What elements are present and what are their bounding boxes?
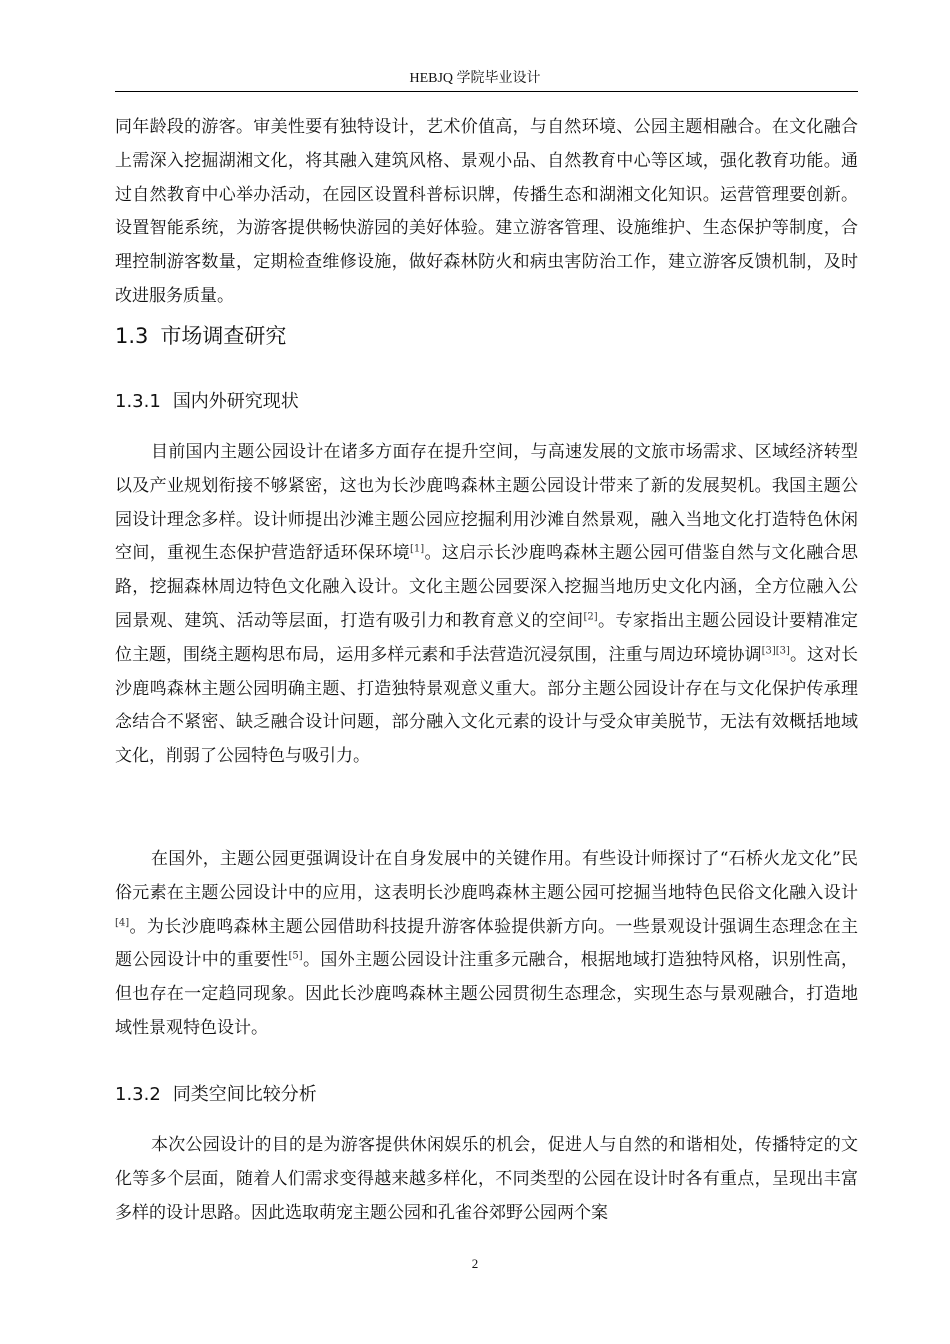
page-number: 2 <box>471 1256 479 1271</box>
subsection-heading-1-3-2 <box>115 1081 317 1109</box>
paragraph-text: 。国外主题公园设计注重多元融合，根据地域打造独特风格，识别性高，但也存在一定趋同现象。因此长沙鹿鸣森林主题公园贯彻生态理念，实现生态与景观融合，打造地域性景观特色设计。 <box>115 950 858 1038</box>
subsection-number: 1.3.1 <box>115 391 161 412</box>
paragraph-text: 。这对长沙鹿鸣森林主题公园明确主题、打造独特景观意义重大。部分主题公园设计存在与文化保护传承理念结合不紧密、缺乏融合设计问题，部分融入文化元素的设计与受众审美脱节，无法有效概括地域文化，削弱了公园特色与吸引力。 <box>115 644 858 767</box>
paragraph-text: 在国外，主题公园更强调设计在自身发展中的关键作用。有些设计师探讨了“石桥火龙文化”民俗元素在主题公园设计中的应用，这表明长沙鹿鸣森林主题公园可挖掘当地特色民俗文化融入设计 <box>115 849 858 903</box>
intro-paragraph: 同年龄段的游客。审美性要有独特设计，艺术价值高，与自然环境、公园主题相融合。在文化融合上需深入挖掘湖湘文化，将其融入建筑风格、景观小品、自然教育中心等区域，强化教育功能。通过自然教育中心举办活动，在园区设置科普标识牌，传播生态和湖湘文化知识。运营管理要创新。设置智能系统，为游客提供畅快游园的美好体验。建立游客管理、设施维护、生态保护等制度，合理控制游客数量，定期检查维修设施，做好森林防火和病虫害防治工作，建立游客反馈机制，及时改进服务质量。 <box>115 117 858 306</box>
subsection-title: 国内外研究现状 <box>172 391 299 412</box>
running-header: HEBJQ 学院毕业设计 <box>409 71 541 86</box>
subsection-number: 1.3.2 <box>115 1084 161 1105</box>
research-status-paragraph-foreign <box>115 843 858 1046</box>
paragraph-text: 。为长沙鹿鸣森林主题公园借助科技提升游客体验提供新方向。一些景观设计强调生态理念在主题公园设计中的重要性 <box>115 916 858 971</box>
citation-ref-4[interactable]: [4] <box>115 916 130 928</box>
paragraph-text: 。专家指出主题公园设计要精准定位主题，围绕主题构思布局，运用多样元素和手法营造沉浸氛围，注重与周边环境协调 <box>115 610 858 665</box>
research-status-paragraph-domestic <box>115 436 858 774</box>
subsection-heading-1-3-1 <box>115 388 299 416</box>
citation-ref-3[interactable]: [3][3] <box>761 645 790 657</box>
comparison-paragraph: 本次公园设计的目的是为游客提供休闲娱乐的机会，促进人与自然的和谐相处，传播特定的文化等多个层面，随着人们需求变得越来越多样化，不同类型的公园在设计时各有重点，呈现出丰富多样的设计思路。因此选取萌宠主题公园和孔雀谷郊野公园两个案 <box>115 1135 858 1223</box>
section-heading-1-3 <box>115 321 286 351</box>
subsection-title: 同类空间比较分析 <box>172 1084 317 1105</box>
paragraph-text: 目前国内主题公园设计在诸多方面存在提升空间，与高速发展的文旅市场需求、区域经济转型以及产业规划衔接不够紧密，这也为长沙鹿鸣森林主题公园设计带来了新的发展契机。我国主题公园设计理念多样。设计师提出沙滩主题公园应挖掘利用沙滩自然景观，融入当地文化打造特色休闲空间，重视生态保护营造舒适环保环境 <box>115 442 858 564</box>
section-title: 市场调查研究 <box>160 324 287 348</box>
citation-ref-5[interactable]: [5] <box>288 950 303 962</box>
paragraph-text: 。这启示长沙鹿鸣森林主题公园可借鉴自然与文化融合思路，挖掘森林周边特色文化融入设计。文化主题公园要深入挖掘当地历史文化内涵，全方位融入公园景观、建筑、活动等层面，打造有吸引力和教育意义的空间 <box>115 543 859 631</box>
header-divider <box>115 91 858 92</box>
citation-ref-2[interactable]: [2] <box>583 611 598 623</box>
section-number: 1.3 <box>115 324 149 348</box>
citation-ref-1[interactable]: [1] <box>410 543 425 555</box>
